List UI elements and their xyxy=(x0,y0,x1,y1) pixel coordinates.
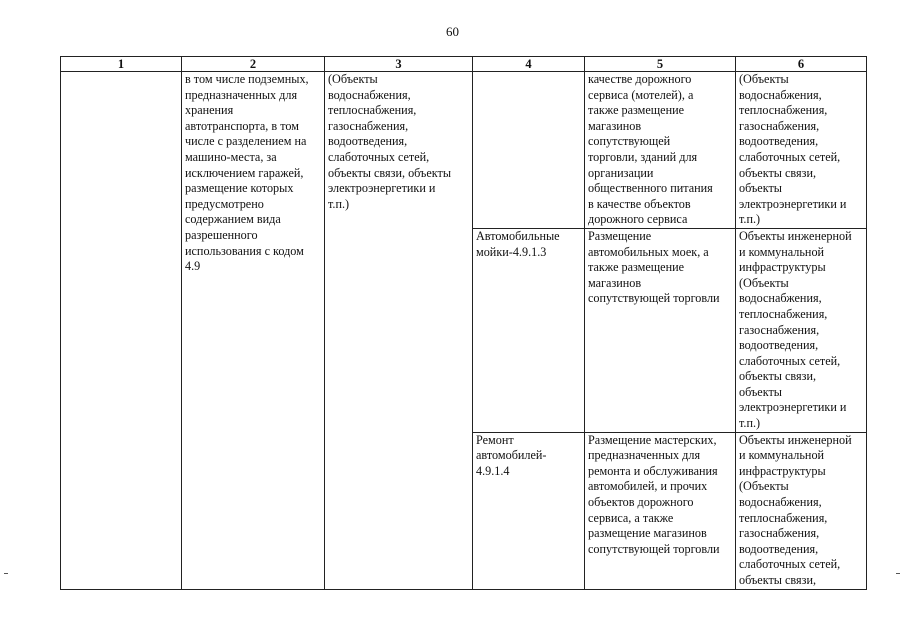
table-header-row xyxy=(61,57,867,72)
cell-row2-col5-text: Размещение автомобильных моек, а также размещение магазинов сопутствующей торговли xyxy=(588,228,720,306)
cell-row2-col5 xyxy=(585,228,736,432)
cell-row3-col6-text: Объекты инженерной и коммунальной инфраструктуры (Объекты водоснабжения, теплоснабжения, газоснабжения, водоотведения, слаботочных сетей, объекты связи, xyxy=(739,432,852,587)
cell-col1 xyxy=(61,72,182,590)
cell-row1-col4 xyxy=(473,72,585,229)
cell-row3-col5 xyxy=(585,432,736,589)
cell-row3-col4-text: Ремонт автомобилей- 4.9.1.4 xyxy=(476,432,547,478)
column-header-1: 1 xyxy=(61,57,182,72)
cell-row1-col5-text: качестве дорожного сервиса (мотелей), а также размещение магазинов сопутствующей торговли, зданий для организации общественного питания в качестве объектов дорожного сервиса xyxy=(588,72,713,227)
cell-col3 xyxy=(325,72,473,590)
cell-row1-col6 xyxy=(736,72,867,229)
column-header-3: 3 xyxy=(325,57,473,72)
column-header-6: 6 xyxy=(736,57,867,72)
cell-row1-col5 xyxy=(585,72,736,229)
document-table xyxy=(60,56,867,590)
cell-row2-col4 xyxy=(473,228,585,432)
cell-row2-col4-text: Автомобильные мойки-4.9.1.3 xyxy=(476,228,560,259)
cell-col3-text: (Объекты водоснабжения, теплоснабжения, газоснабжения, водоотведения, слаботочных сетей, объекты связи, объекты электроэнергетики и т.п.) xyxy=(328,72,452,211)
scan-margin-mark-right xyxy=(896,573,900,574)
cell-row3-col5-text: Размещение мастерских, предназначенных для ремонта и обслуживания автомобилей, и прочих объектов дорожного сервиса, а также размещение магазинов сопутствующей торговли xyxy=(588,432,720,556)
table-row xyxy=(61,72,867,229)
cell-col2 xyxy=(182,72,325,590)
page-number: 60 xyxy=(446,24,459,39)
cell-row3-col6 xyxy=(736,432,867,589)
column-header-2: 2 xyxy=(182,57,325,72)
cell-row3-col4 xyxy=(473,432,585,589)
column-header-5: 5 xyxy=(585,57,736,72)
cell-row1-col6-text: (Объекты водоснабжения, теплоснабжения, газоснабжения, водоотведения, слаботочных сетей, объекты связи, объекты электроэнергетики и т.п.) xyxy=(739,72,847,227)
scan-margin-mark-left xyxy=(4,573,8,574)
column-header-4: 4 xyxy=(473,57,585,72)
cell-row2-col6-text: Объекты инженерной и коммунальной инфраструктуры (Объекты водоснабжения, теплоснабжения, газоснабжения, водоотведения, слаботочных сетей, объекты связи, объекты электроэнергетики и т.п.) xyxy=(739,228,852,431)
cell-col2-text: в том числе подземных, предназначенных для хранения автотранспорта, в том числе с разделением на машино-места, за исключением гаражей, размещение которых предусмотрено содержанием вида разрешенного использования с кодом 4.9 xyxy=(185,72,309,274)
cell-row2-col6 xyxy=(736,228,867,432)
